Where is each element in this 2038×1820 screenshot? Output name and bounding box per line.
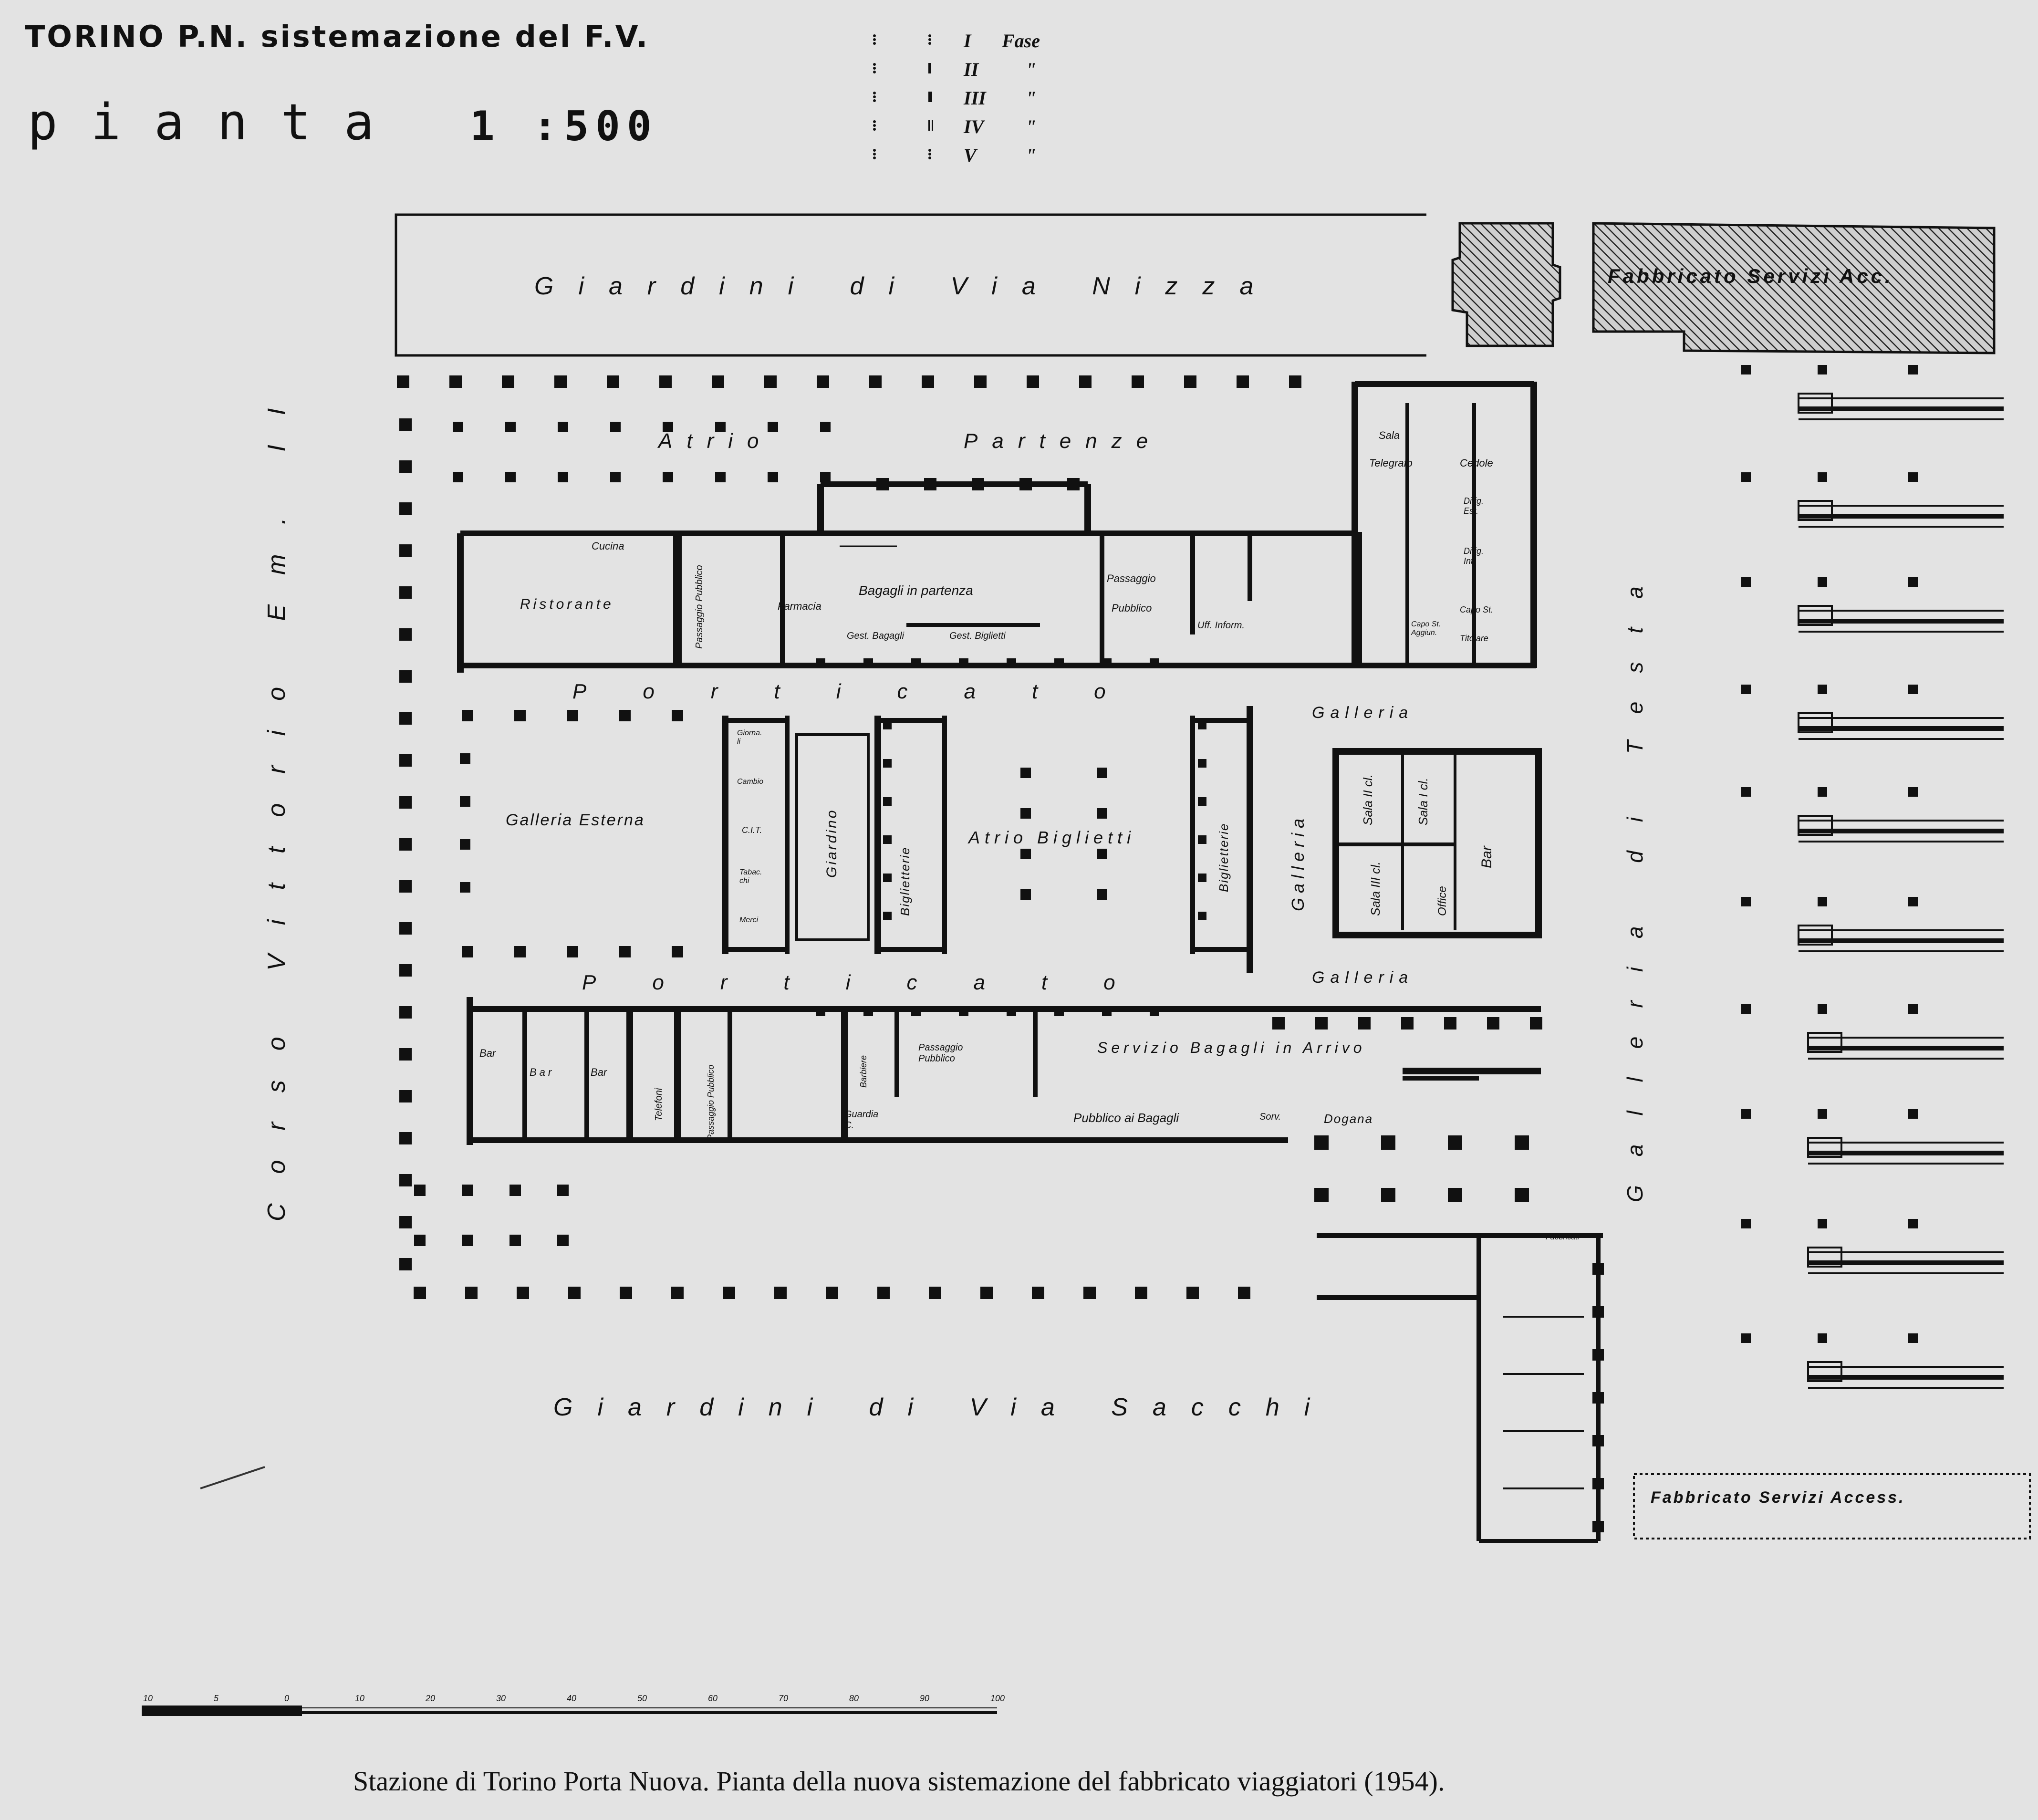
tabacchi-label: Tabac. chi bbox=[739, 868, 762, 885]
column-galleria bbox=[460, 796, 470, 807]
column-atrio bbox=[610, 422, 621, 432]
column-platform bbox=[1741, 1004, 1751, 1014]
hatched-building-fabbricato bbox=[1593, 223, 1994, 353]
street-label-galleria-testa: Galleria di Testa bbox=[1622, 558, 1647, 1202]
giardino-label: Giardino bbox=[824, 808, 840, 878]
column-top bbox=[869, 375, 882, 388]
column-left bbox=[399, 880, 412, 893]
galleria-lower-label: Galleria bbox=[1312, 968, 1414, 987]
column-bottom bbox=[1515, 1188, 1529, 1202]
hatched-building-small bbox=[1453, 223, 1560, 346]
column-atrio-biglietti bbox=[1020, 768, 1031, 778]
scale-bar-number: 10 bbox=[355, 1694, 365, 1703]
giornali-label: Giorna. li bbox=[737, 729, 762, 746]
legend-numeral: I bbox=[964, 30, 971, 52]
passaggio-label: Passaggio bbox=[1107, 572, 1156, 584]
column-platform bbox=[1908, 472, 1918, 482]
gest-biglietti-label: Gest. Biglietti bbox=[949, 631, 1006, 641]
column-left bbox=[399, 838, 412, 851]
column-biglietterie bbox=[883, 874, 892, 882]
column-left bbox=[399, 1006, 412, 1019]
column-atrio bbox=[558, 472, 568, 482]
column-top bbox=[554, 375, 567, 388]
column-porticato bbox=[1150, 1007, 1159, 1016]
column-atrio bbox=[663, 472, 673, 482]
column-bottom bbox=[462, 1185, 473, 1196]
scale-bar bbox=[143, 1707, 997, 1715]
column-porticato bbox=[911, 1007, 921, 1016]
column-galleria bbox=[460, 839, 470, 850]
sorveglianza-label: Sorv. bbox=[1259, 1112, 1281, 1122]
column-biglietterie bbox=[1198, 797, 1206, 806]
column-left bbox=[399, 502, 412, 515]
column-bottom bbox=[414, 1235, 426, 1246]
column-bottom bbox=[929, 1287, 941, 1299]
bar-3-label: Bar bbox=[591, 1066, 607, 1078]
column-biglietterie bbox=[1198, 912, 1206, 920]
passaggio-pubblico-label: Passaggio Pubblico bbox=[694, 565, 705, 649]
column-platform bbox=[1741, 685, 1751, 694]
column-bottom bbox=[1238, 1287, 1250, 1299]
column-top bbox=[502, 375, 514, 388]
column-porticato bbox=[816, 1007, 825, 1016]
column-bottom bbox=[1314, 1188, 1329, 1202]
column-biglietterie bbox=[883, 721, 892, 729]
fabbricati-small-label: Fabbricati bbox=[1546, 1233, 1580, 1241]
gest-bagagli-label: Gest. Bagagli bbox=[847, 631, 905, 641]
column-arrivo bbox=[1358, 1017, 1371, 1030]
column-atrio bbox=[505, 422, 516, 432]
bar-1-label: Bar bbox=[479, 1047, 496, 1059]
column-grid bbox=[397, 365, 1918, 1532]
column-atrio bbox=[820, 472, 831, 482]
legend-numeral: III bbox=[964, 87, 986, 109]
column-bottom bbox=[462, 1235, 473, 1246]
legend-numeral: II bbox=[964, 59, 979, 80]
column-atrio bbox=[558, 422, 568, 432]
scale-bar-number: 50 bbox=[637, 1694, 647, 1703]
column-left bbox=[399, 460, 412, 473]
column-wing bbox=[1592, 1349, 1604, 1361]
column-left bbox=[399, 922, 412, 935]
column-bottom bbox=[557, 1235, 569, 1246]
column-left bbox=[399, 712, 412, 725]
column-platform bbox=[1908, 685, 1918, 694]
column-left bbox=[399, 1258, 412, 1270]
column-platform bbox=[1741, 365, 1751, 374]
cedole-label: Cedole bbox=[1460, 457, 1493, 469]
column-porticato bbox=[1007, 658, 1016, 668]
street-label-nizza: Giardini di Via Nizza bbox=[534, 272, 1279, 300]
dirigente-interno-label: Dirig. Int. bbox=[1464, 546, 1484, 566]
column-porticato bbox=[1150, 658, 1159, 668]
column-top bbox=[1079, 375, 1092, 388]
column-porticato bbox=[672, 710, 683, 721]
column-left bbox=[399, 586, 412, 599]
column-top bbox=[607, 375, 619, 388]
guardia-label: Guardia C. bbox=[844, 1109, 879, 1131]
legend-text: " bbox=[1026, 87, 1037, 109]
bagagli-partenza-label: Bagagli in partenza bbox=[859, 583, 973, 598]
cucina-label: Cucina bbox=[592, 540, 624, 552]
column-porticato bbox=[1102, 658, 1112, 668]
column-platform bbox=[1908, 1219, 1918, 1228]
galleria-upper-label: Galleria bbox=[1312, 704, 1414, 722]
column-wing bbox=[1592, 1521, 1604, 1532]
column-biglietterie bbox=[1198, 874, 1206, 882]
column-platform bbox=[1818, 472, 1827, 482]
column-wing bbox=[1592, 1392, 1604, 1404]
column-atrio-biglietti bbox=[1097, 889, 1107, 900]
column-atrio bbox=[610, 472, 621, 482]
column-platform bbox=[1818, 1219, 1827, 1228]
sala-terza-classe-label: Sala III cl. bbox=[1368, 861, 1383, 916]
column-top bbox=[1237, 375, 1249, 388]
column-partenze bbox=[876, 478, 889, 490]
platform-tracks bbox=[1799, 394, 2004, 1388]
column-platform bbox=[1818, 365, 1827, 374]
column-platform bbox=[1908, 1004, 1918, 1014]
column-left bbox=[399, 796, 412, 809]
servizio-bagagli-label: Servizio Bagagli in Arrivo bbox=[1097, 1039, 1366, 1056]
telefoni-label: Telefoni bbox=[654, 1088, 664, 1121]
column-porticato bbox=[462, 710, 473, 721]
column-biglietterie bbox=[883, 759, 892, 768]
column-bottom bbox=[723, 1287, 735, 1299]
column-platform bbox=[1741, 577, 1751, 587]
fabbricato-servizi-bottom-label: Fabbricato Servizi Access. bbox=[1651, 1488, 1905, 1507]
column-porticato bbox=[959, 658, 968, 668]
legend-text: " bbox=[1026, 145, 1037, 166]
column-bottom bbox=[671, 1287, 684, 1299]
column-atrio-biglietti bbox=[1020, 849, 1031, 859]
fabbricato-servizi-top-label: Fabbricato Servizi Acc. bbox=[1608, 265, 1893, 287]
column-top bbox=[764, 375, 777, 388]
column-bottom bbox=[414, 1185, 426, 1196]
column-left bbox=[399, 1216, 412, 1228]
column-platform bbox=[1818, 787, 1827, 797]
column-top bbox=[1289, 375, 1301, 388]
column-bottom bbox=[568, 1287, 581, 1299]
column-partenze bbox=[924, 478, 936, 490]
column-atrio bbox=[820, 422, 831, 432]
column-bottom bbox=[1186, 1287, 1199, 1299]
column-porticato bbox=[1054, 1007, 1064, 1016]
legend-swatch bbox=[873, 149, 931, 159]
street-label-corso: Corso Vittorio Em. II bbox=[263, 378, 291, 1221]
column-biglietterie bbox=[1198, 721, 1206, 729]
column-wing bbox=[1592, 1435, 1604, 1446]
column-atrio bbox=[505, 472, 516, 482]
column-platform bbox=[1741, 787, 1751, 797]
column-left bbox=[399, 964, 412, 977]
column-atrio bbox=[453, 422, 463, 432]
column-porticato bbox=[816, 658, 825, 668]
column-arrivo bbox=[1401, 1017, 1414, 1030]
column-atrio bbox=[453, 472, 463, 482]
column-partenze bbox=[972, 478, 984, 490]
passaggio-pubblico-lower-label: Passaggio Pubblico bbox=[706, 1064, 716, 1140]
column-bottom bbox=[557, 1185, 569, 1196]
column-porticato bbox=[959, 1007, 968, 1016]
column-top bbox=[1027, 375, 1039, 388]
sala-label: Sala bbox=[1379, 429, 1400, 441]
column-arrivo bbox=[1315, 1017, 1328, 1030]
column-atrio bbox=[768, 472, 778, 482]
column-porticato bbox=[911, 658, 921, 668]
galleria-esterna-label: Galleria Esterna bbox=[506, 811, 645, 829]
scale-bar-number: 90 bbox=[920, 1694, 930, 1703]
scale-bar-number: 40 bbox=[567, 1694, 577, 1703]
passaggio-pubblico-bottom-label: Passaggio Pubblico bbox=[918, 1042, 963, 1064]
column-porticato bbox=[567, 710, 578, 721]
column-platform bbox=[1908, 577, 1918, 587]
column-bottom bbox=[826, 1287, 838, 1299]
capo-stazione-aggiunto-label: Capo St. Aggiun. bbox=[1411, 620, 1441, 637]
column-bottom bbox=[1381, 1135, 1395, 1150]
galleria-vertical-label: Galleria bbox=[1288, 813, 1308, 911]
column-top bbox=[1184, 375, 1196, 388]
column-atrio-biglietti bbox=[1097, 768, 1107, 778]
column-platform bbox=[1741, 472, 1751, 482]
column-top bbox=[712, 375, 724, 388]
column-arrivo bbox=[1530, 1017, 1542, 1030]
column-porticato bbox=[619, 710, 631, 721]
column-bottom bbox=[1314, 1135, 1329, 1150]
drawing-scale: 1 :500 bbox=[470, 103, 658, 150]
column-platform bbox=[1908, 787, 1918, 797]
ristorante-label: Ristorante bbox=[520, 596, 614, 612]
telegrafo-label: Telegrafo bbox=[1369, 457, 1413, 469]
column-porticato bbox=[1054, 658, 1064, 668]
legend-swatch bbox=[873, 63, 931, 73]
farmacia-label: Farmacia bbox=[778, 600, 821, 612]
column-bottom bbox=[980, 1287, 993, 1299]
column-atrio-biglietti bbox=[1097, 808, 1107, 819]
column-biglietterie bbox=[883, 835, 892, 844]
column-bottom bbox=[510, 1235, 521, 1246]
column-top bbox=[659, 375, 672, 388]
bar-right-label: Bar bbox=[1479, 846, 1495, 868]
column-top bbox=[397, 375, 409, 388]
column-bottom bbox=[510, 1185, 521, 1196]
scale-bar-number: 80 bbox=[849, 1694, 859, 1703]
column-porticato bbox=[1007, 1007, 1016, 1016]
atrio-biglietti-label: Atrio Biglietti bbox=[968, 828, 1136, 847]
column-platform bbox=[1908, 897, 1918, 906]
column-left bbox=[399, 1090, 412, 1102]
legend-text: " bbox=[1026, 116, 1037, 137]
column-atrio-biglietti bbox=[1020, 889, 1031, 900]
column-platform bbox=[1818, 1333, 1827, 1343]
column-platform bbox=[1908, 1109, 1918, 1119]
scale-bar-number: 5 bbox=[214, 1694, 219, 1703]
column-bottom bbox=[1448, 1188, 1462, 1202]
column-bottom bbox=[877, 1287, 890, 1299]
column-bottom bbox=[1083, 1287, 1096, 1299]
scale-bar-number: 60 bbox=[708, 1694, 718, 1703]
pubblico-label: Pubblico bbox=[1112, 602, 1152, 614]
column-porticato bbox=[1102, 1007, 1112, 1016]
station-walls bbox=[460, 382, 1603, 1541]
legend-swatch bbox=[873, 92, 932, 102]
barbiere-label: Barbiere bbox=[859, 1055, 868, 1088]
column-porticato bbox=[567, 946, 578, 957]
column-arrivo bbox=[1272, 1017, 1285, 1030]
column-top bbox=[974, 375, 987, 388]
column-platform bbox=[1741, 1109, 1751, 1119]
merci-label: Merci bbox=[739, 916, 759, 924]
column-bottom bbox=[414, 1287, 426, 1299]
column-left bbox=[399, 670, 412, 683]
column-platform bbox=[1818, 685, 1827, 694]
street-label-sacchi: Giardini di Via Sacchi bbox=[553, 1394, 1335, 1421]
column-bottom bbox=[1381, 1188, 1395, 1202]
biglietterie-left-label: Biglietterie bbox=[898, 846, 912, 916]
column-porticato bbox=[863, 1007, 873, 1016]
column-top bbox=[449, 375, 462, 388]
column-biglietterie bbox=[1198, 835, 1206, 844]
figure-caption: Stazione di Torino Porta Nuova. Pianta della nuova sistemazione del fabbricato viaggiatori (1954). bbox=[353, 1766, 1445, 1797]
column-porticato bbox=[514, 946, 526, 957]
column-platform bbox=[1908, 1333, 1918, 1343]
column-top bbox=[817, 375, 829, 388]
column-platform bbox=[1741, 1219, 1751, 1228]
column-left bbox=[399, 544, 412, 557]
column-porticato bbox=[672, 946, 683, 957]
column-galleria bbox=[460, 753, 470, 764]
scale-bar-number: 0 bbox=[284, 1694, 290, 1703]
dirigente-esterno-label: Dirig. Est. bbox=[1464, 496, 1484, 516]
pubblico-bagagli-label: Pubblico ai Bagagli bbox=[1073, 1111, 1179, 1125]
office-label: Office bbox=[1436, 886, 1449, 916]
biglietterie-right-label: Biglietterie bbox=[1217, 822, 1231, 892]
column-bottom bbox=[517, 1287, 529, 1299]
bar-2-label: Bar bbox=[530, 1066, 555, 1078]
legend-swatch bbox=[873, 34, 931, 45]
column-biglietterie bbox=[1198, 759, 1206, 768]
column-top bbox=[1132, 375, 1144, 388]
column-bottom bbox=[1448, 1135, 1462, 1150]
column-porticato bbox=[863, 658, 873, 668]
column-left bbox=[399, 418, 412, 431]
column-porticato bbox=[619, 946, 631, 957]
drawing-title: TORINO P.N. sistemazione del F.V. bbox=[25, 19, 650, 54]
column-biglietterie bbox=[883, 912, 892, 920]
column-wing bbox=[1592, 1306, 1604, 1318]
legend-text: " bbox=[1026, 59, 1037, 80]
drawing-subtitle: pianta bbox=[28, 93, 407, 151]
column-bottom bbox=[465, 1287, 478, 1299]
column-bottom bbox=[1515, 1135, 1529, 1150]
column-galleria bbox=[460, 882, 470, 893]
column-porticato bbox=[462, 946, 473, 957]
column-bottom bbox=[1135, 1287, 1147, 1299]
scale-bar-number: 70 bbox=[779, 1694, 789, 1703]
column-partenze bbox=[1019, 478, 1032, 490]
column-platform bbox=[1818, 897, 1827, 906]
legend-swatch bbox=[873, 120, 933, 131]
column-left bbox=[399, 1174, 412, 1186]
atrio-label: Atrio bbox=[658, 429, 773, 453]
porticato-upper-label: Porticato bbox=[572, 680, 1162, 703]
scale-bar-number: 20 bbox=[426, 1694, 436, 1703]
column-partenze bbox=[1067, 478, 1080, 490]
column-platform bbox=[1741, 1333, 1751, 1343]
column-arrivo bbox=[1487, 1017, 1499, 1030]
column-left bbox=[399, 1048, 412, 1061]
pencil-mark bbox=[200, 1467, 265, 1488]
capo-stazione-label: Capo St. bbox=[1460, 605, 1494, 614]
scale-bar-number: 30 bbox=[496, 1694, 506, 1703]
column-platform bbox=[1908, 365, 1918, 374]
sala-seconda-classe-label: Sala II cl. bbox=[1361, 774, 1375, 825]
column-wing bbox=[1592, 1263, 1604, 1275]
column-left bbox=[399, 754, 412, 767]
column-porticato bbox=[514, 710, 526, 721]
column-left bbox=[399, 1132, 412, 1144]
sala-prima-classe-label: Sala I cl. bbox=[1416, 778, 1430, 825]
column-biglietterie bbox=[883, 797, 892, 806]
column-platform bbox=[1818, 1004, 1827, 1014]
column-arrivo bbox=[1444, 1017, 1456, 1030]
column-left bbox=[399, 628, 412, 641]
column-bottom bbox=[1032, 1287, 1044, 1299]
column-wing bbox=[1592, 1478, 1604, 1489]
legend-text: Fase bbox=[1002, 30, 1040, 52]
porticato-lower-label: Porticato bbox=[582, 971, 1172, 994]
column-platform bbox=[1818, 577, 1827, 587]
legend-numeral: V bbox=[964, 145, 977, 166]
column-atrio-biglietti bbox=[1020, 808, 1031, 819]
column-atrio bbox=[715, 472, 726, 482]
column-bottom bbox=[774, 1287, 787, 1299]
scale-bar-number: 10 bbox=[143, 1694, 153, 1703]
column-bottom bbox=[620, 1287, 632, 1299]
cit-label: C.I.T. bbox=[742, 825, 762, 835]
titolare-label: Titolare bbox=[1460, 634, 1488, 643]
ufficio-informazioni-label: Uff. Inform. bbox=[1197, 620, 1245, 631]
dogana-label: Dogana bbox=[1324, 1112, 1373, 1126]
column-platform bbox=[1741, 897, 1751, 906]
legend-numeral: IV bbox=[964, 116, 984, 137]
scale-bar-number: 100 bbox=[990, 1694, 1005, 1703]
column-platform bbox=[1818, 1109, 1827, 1119]
cambio-label: Cambio bbox=[737, 778, 764, 786]
partenze-label: Partenze bbox=[964, 429, 1163, 453]
column-top bbox=[922, 375, 934, 388]
column-atrio-biglietti bbox=[1097, 849, 1107, 859]
